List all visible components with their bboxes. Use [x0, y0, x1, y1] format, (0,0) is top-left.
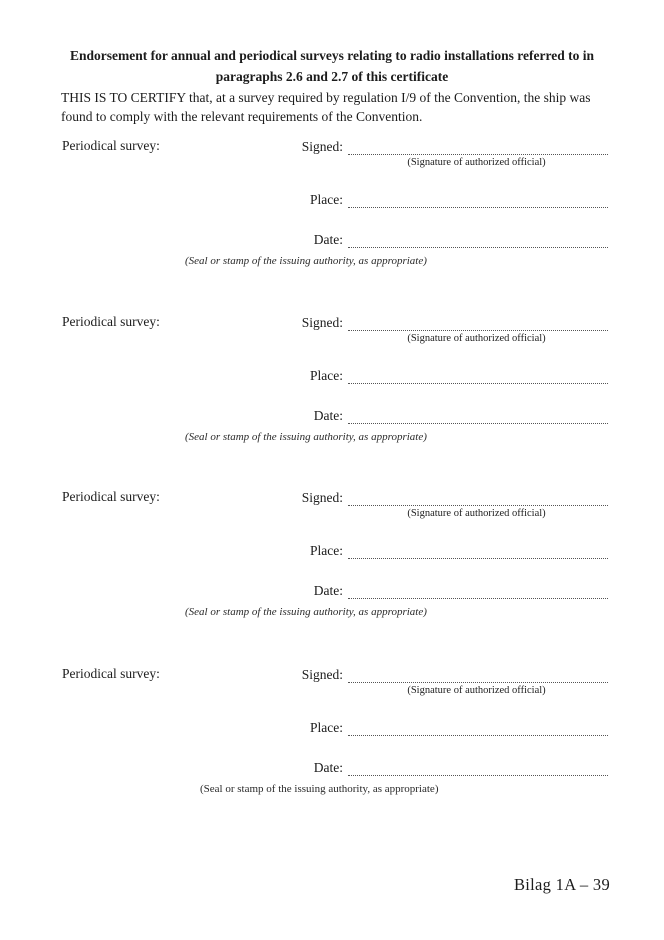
periodical-survey-block-2 [62, 314, 608, 454]
signed-field-row [287, 666, 608, 684]
periodical-survey-label: Periodical survey: [62, 314, 160, 329]
signed-label: Signed: [301, 667, 343, 682]
seal-caption: (Seal or stamp of the issuing authority, as appropriate) [185, 431, 427, 443]
place-field-row [287, 542, 608, 560]
signed-label: Signed: [301, 315, 343, 330]
date-label: Date: [313, 760, 343, 775]
place-label: Place: [310, 543, 343, 558]
date-field-row [287, 582, 608, 600]
certification-line-1: THIS IS TO CERTIFY that, at a survey required by regulation I/9 of the Convention, the ship was [61, 90, 591, 105]
date-label: Date: [313, 232, 343, 247]
signed-field-row [287, 138, 608, 156]
date-fill-line [348, 407, 608, 424]
date-label: Date: [313, 583, 343, 598]
periodical-survey-label: Periodical survey: [62, 138, 160, 153]
date-field-row [287, 231, 608, 249]
signature-caption: (Signature of authorized official) [407, 685, 546, 696]
periodical-survey-block-4 [62, 666, 608, 806]
page-footer: Bilag 1A – 39 [513, 875, 610, 894]
certification-paragraph [61, 88, 621, 126]
place-fill-line [348, 367, 608, 384]
periodical-survey-label: Periodical survey: [62, 666, 160, 681]
signed-fill-line [348, 138, 608, 155]
date-label: Date: [313, 408, 343, 423]
date-fill-line [348, 231, 608, 248]
place-label: Place: [310, 368, 343, 383]
date-field-row [287, 759, 608, 777]
seal-caption: (Seal or stamp of the issuing authority, as appropriate) [185, 255, 427, 267]
certification-line-2: found to comply with the relevant requirements of the Convention. [61, 109, 423, 124]
periodical-survey-label: Periodical survey: [62, 489, 160, 504]
signed-label: Signed: [301, 490, 343, 505]
signed-field-row [287, 314, 608, 332]
place-field-row [287, 719, 608, 737]
signed-field-row [287, 489, 608, 507]
signed-label: Signed: [301, 139, 343, 154]
place-field-row [287, 367, 608, 385]
document-title-line-1: Endorsement for annual and periodical surveys relating to radio installations referred to in [69, 48, 594, 63]
place-label: Place: [310, 720, 343, 735]
signed-fill-line [348, 314, 608, 331]
place-fill-line [348, 191, 608, 208]
place-label: Place: [310, 192, 343, 207]
signature-caption: (Signature of authorized official) [407, 333, 546, 344]
signed-fill-line [348, 666, 608, 683]
document-title [32, 45, 632, 87]
document-title-line-2: paragraphs 2.6 and 2.7 of this certificate [215, 69, 449, 84]
place-fill-line [348, 542, 608, 559]
periodical-survey-block-3 [62, 489, 608, 629]
seal-caption: (Seal or stamp of the issuing authority, as appropriate) [200, 783, 439, 795]
signed-fill-line [348, 489, 608, 506]
date-fill-line [348, 582, 608, 599]
signature-caption: (Signature of authorized official) [407, 157, 546, 168]
signature-caption: (Signature of authorized official) [407, 508, 546, 519]
periodical-survey-block-1 [62, 138, 608, 278]
seal-caption: (Seal or stamp of the issuing authority, as appropriate) [185, 606, 427, 618]
place-field-row [287, 191, 608, 209]
place-fill-line [348, 719, 608, 736]
date-fill-line [348, 759, 608, 776]
date-field-row [287, 407, 608, 425]
